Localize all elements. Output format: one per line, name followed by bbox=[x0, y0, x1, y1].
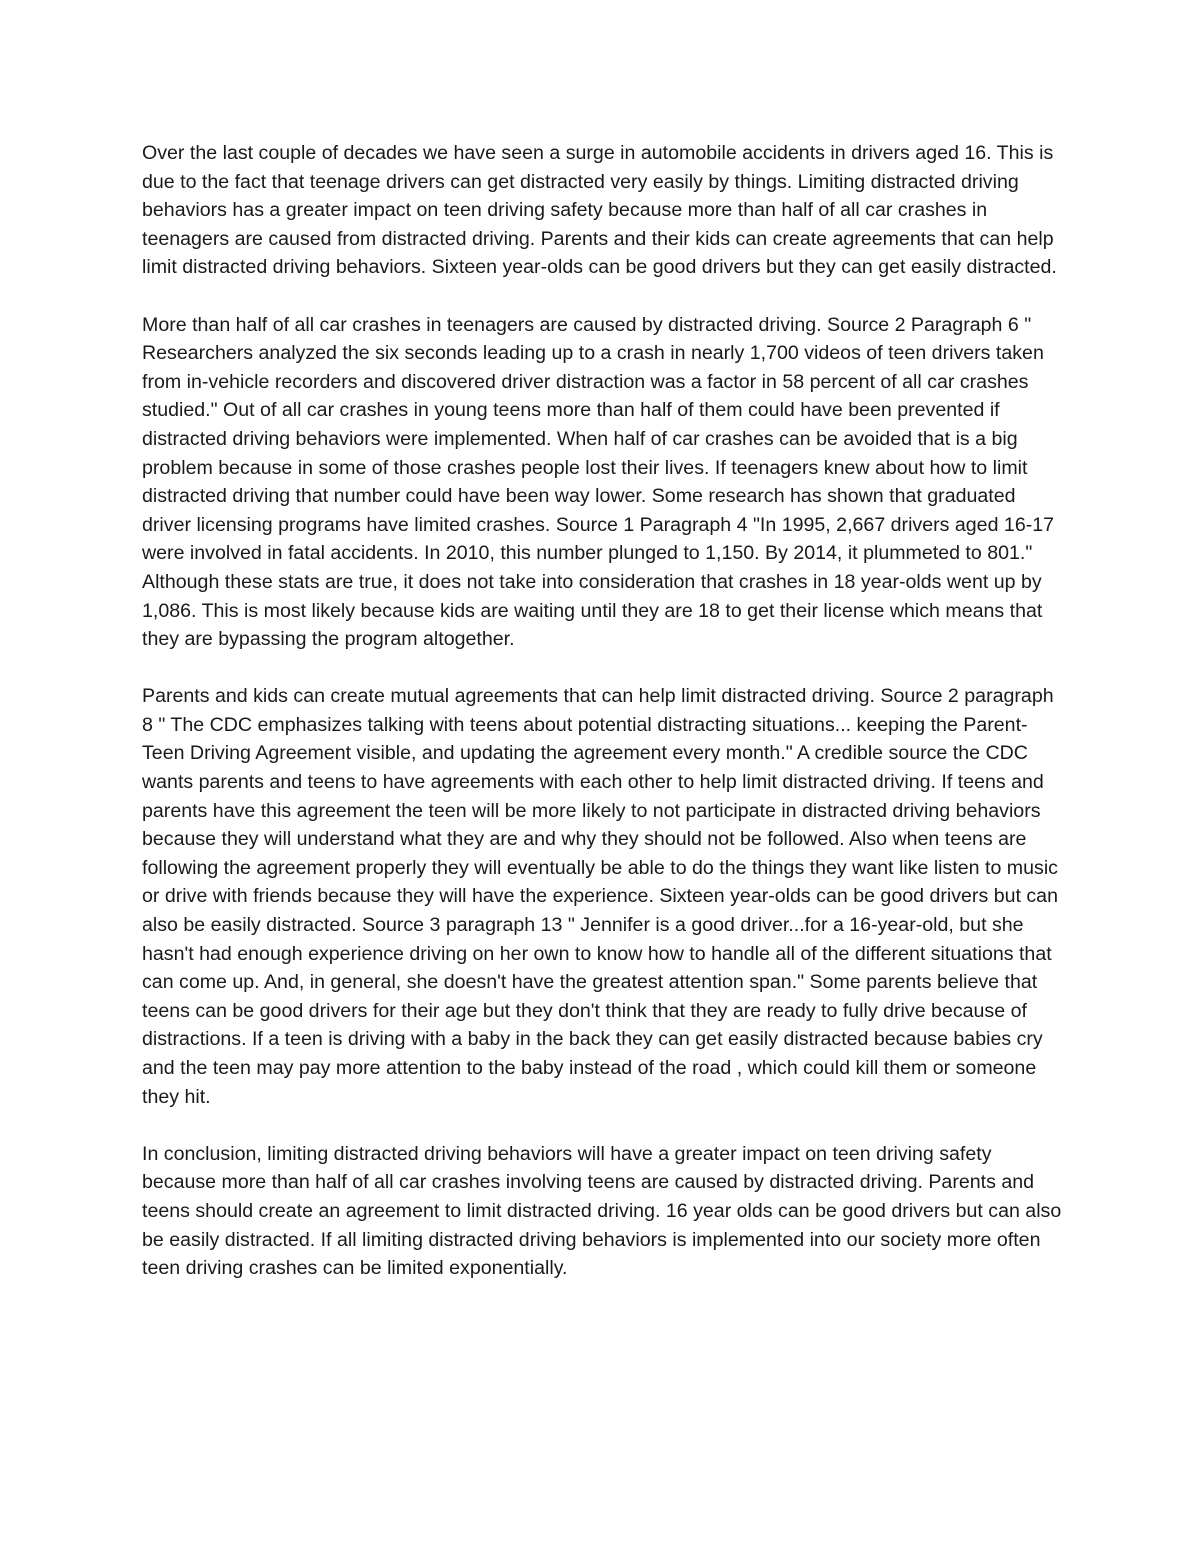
paragraph-introduction: Over the last couple of decades we have seen a surge in automobile accidents in drivers aged 16. This is due to the fact that teenage drivers can get distracted very easily by things. Limiting distracted driving behaviors has a greater impact on teen driving safety because more than half of all car crashes in teenagers are caused from distracted driving. Parents and their kids can create agreements that can help limit distracted driving behaviors. Sixteen year-olds can be good drivers but they can get easily distracted. bbox=[142, 142, 1057, 279]
paragraph-conclusion: In conclusion, limiting distracted driving behaviors will have a greater impact on teen driving safety because more than half of all car crashes involving teens are caused by distracted driving. Parents and teens should create an agreement to limit distracted driving. 16 year olds can be good drivers but can also be easily distracted. If all limiting distracted driving behaviors is implemented into our society more often teen driving crashes can be limited exponentially. bbox=[142, 1142, 1062, 1280]
paragraph-parent-teen-agreements: Parents and kids can create mutual agreements that can help limit distracted driving. Source 2 paragraph 8 " The CDC emphasizes talking with teens about potential distracting situations... keeping the Parent-Teen Driving Agreement visible, and updating the agreement every month." A credible source the CDC wants parents and teens to have agreements with each other to help limit distracted driving. If teens and parents have this agreement the teen will be more likely to not participate in distracted driving behaviors because they will understand what they are and why they should not be followed. Also when teens are following the agreement properly they will eventually be able to do the things they want like listen to music or drive with friends because they will have the experience. Sixteen year-olds can be good drivers but can also be easily distracted. Source 3 paragraph 13 " Jennifer is a good driver...for a 16-year-old, but she hasn't had enough experience driving on her own to know how to handle all of the different situations that can come up. And, in general, she doesn't have the greatest attention span." Some parents believe that teens can be good drivers for their age but they don't think that they are ready to fully drive because of distractions. If a teen is driving with a baby in the back they can get easily distracted because babies cry and the teen may pay more attention to the baby instead of the road , which could kill them or someone they hit. bbox=[142, 685, 1058, 1108]
paragraph-distracted-driving-statistics: More than half of all car crashes in teenagers are caused by distracted driving. Source 2 Paragraph 6 " Researchers analyzed the six seconds leading up to a crash in nearly 1,700 videos of teen drivers taken from in-vehicle recorders and discovered driver distraction was a factor in 58 percent of all car crashes studied." Out of all car crashes in young teens more than half of them could have been prevented if distracted driving behaviors were implemented. When half of car crashes can be avoided that is a big problem because in some of those crashes people lost their lives. If teenagers knew about how to limit distracted driving that number could have been way lower. Some research has shown that graduated driver licensing programs have limited crashes. Source 1 Paragraph 4 "In 1995, 2,667 drivers aged 16-17 were involved in fatal accidents. In 2010, this number plunged to 1,150. By 2014, it plummeted to 801." Although these stats are true, it does not take into consideration that crashes in 18 year-olds went up by 1,086. This is most likely because kids are waiting until they are 18 to get their license which means that they are bypassing the program altogether. bbox=[142, 313, 1055, 651]
essay-body bbox=[142, 139, 1067, 1311]
